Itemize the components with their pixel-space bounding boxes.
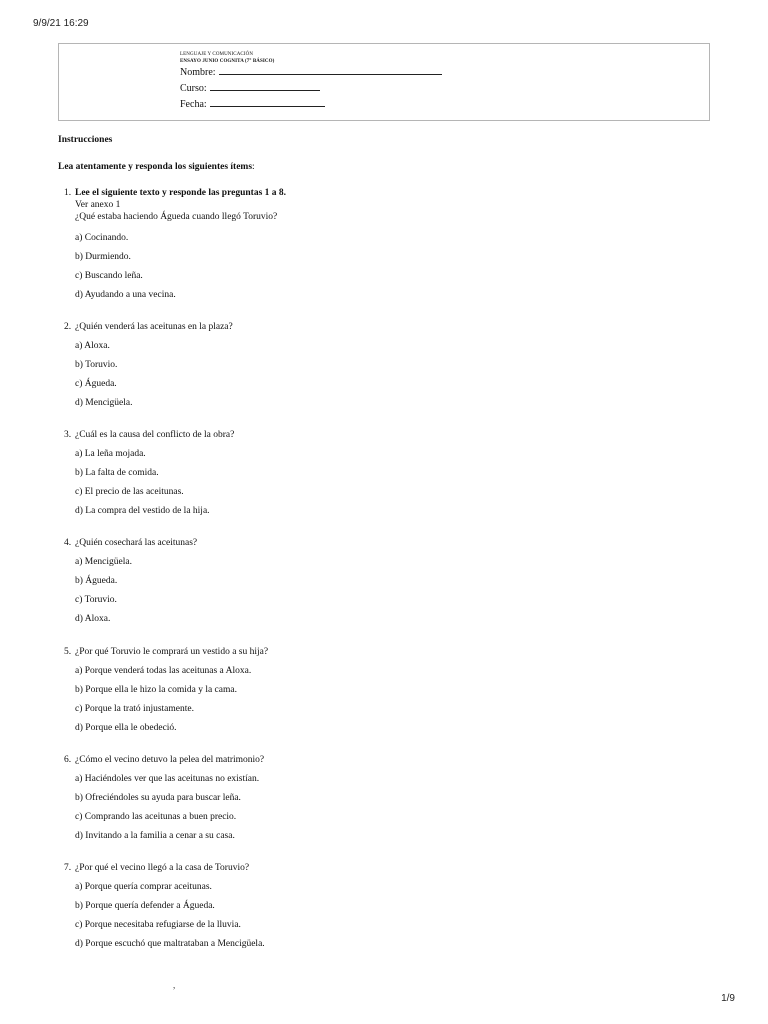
- name-field: [180, 65, 442, 81]
- stray-mark: ,: [173, 980, 176, 990]
- option-1a: a) Cocinando.: [75, 233, 129, 243]
- option-4a: a) Mencigüela.: [75, 557, 132, 567]
- question-7: [64, 862, 249, 874]
- option-7b: b) Porque quería defender a Águeda.: [75, 901, 215, 911]
- exam-header-box: [58, 43, 710, 121]
- subject-label: LENGUAJE Y COMUNICACIÓN: [180, 52, 254, 57]
- option-2d: d) Mencigüela.: [75, 398, 133, 408]
- date-field: [180, 97, 442, 113]
- question-4: [64, 537, 197, 549]
- question-text: ¿Cómo el vecino detuvo la pelea del matrimonio?: [75, 755, 265, 765]
- date-field-label: Fecha:: [180, 99, 207, 110]
- question-text: ¿Quién venderá las aceitunas en la plaza?: [75, 322, 233, 332]
- option-7c: c) Porque necesitaba refugiarse de la lluvia.: [75, 920, 241, 930]
- instructions-text-main: Lea atentamente y responda los siguientes ítems: [58, 162, 253, 172]
- option-5c: c) Porque la trató injustamente.: [75, 704, 194, 714]
- question-text: ¿Cuál es la causa del conflicto de la obra?: [75, 430, 235, 440]
- option-5d: d) Porque ella le obedeció.: [75, 723, 177, 733]
- option-4c: c) Toruvio.: [75, 595, 117, 605]
- question-stem: Lee el siguiente texto y responde las preguntas 1 a 8.: [75, 188, 287, 198]
- exam-title: ENSAYO JUNIO COGNITA (7° BÁSICO): [180, 59, 275, 64]
- annex-reference: Ver anexo 1: [75, 200, 121, 210]
- question-number: 6.: [64, 755, 72, 765]
- option-5b: b) Porque ella le hizo la comida y la cama.: [75, 685, 237, 695]
- option-3b: b) La falta de comida.: [75, 468, 159, 478]
- option-6b: b) Ofreciéndoles su ayuda para buscar leña.: [75, 793, 241, 803]
- name-field-line: [219, 66, 442, 75]
- question-1: [64, 187, 286, 223]
- question-number: 2.: [64, 322, 72, 332]
- page-number: 1/9: [721, 993, 735, 1004]
- course-field-label: Curso:: [180, 83, 207, 94]
- option-6c: c) Comprando las aceitunas a buen precio.: [75, 812, 237, 822]
- question-6: [64, 754, 264, 766]
- option-4b: b) Águeda.: [75, 576, 118, 586]
- question-5: [64, 646, 268, 658]
- option-3a: a) La leña mojada.: [75, 449, 146, 459]
- question-text: ¿Por qué Toruvio le comprará un vestido a su hija?: [75, 647, 269, 657]
- option-2c: c) Águeda.: [75, 379, 117, 389]
- option-5a: a) Porque venderá todas las aceitunas a Aloxa.: [75, 666, 252, 676]
- option-6a: a) Haciéndoles ver que las aceitunas no existían.: [75, 774, 260, 784]
- instructions-title: Instrucciones: [58, 135, 113, 145]
- option-4d: d) Aloxa.: [75, 614, 111, 624]
- option-3d: d) La compra del vestido de la hija.: [75, 506, 210, 516]
- question-number: 3.: [64, 430, 72, 440]
- course-field: [180, 81, 442, 97]
- option-1d: d) Ayudando a una vecina.: [75, 290, 176, 300]
- option-1c: c) Buscando leña.: [75, 271, 143, 281]
- print-timestamp: 9/9/21 16:29: [33, 18, 89, 29]
- question-text: ¿Por qué el vecino llegó a la casa de Toruvio?: [75, 863, 250, 873]
- exam-header: [180, 51, 442, 113]
- instructions-text: [58, 162, 255, 172]
- question-text: ¿Quién cosechará las aceitunas?: [75, 538, 198, 548]
- date-field-line: [210, 98, 325, 107]
- option-6d: d) Invitando a la familia a cenar a su casa.: [75, 831, 235, 841]
- question-2: [64, 321, 233, 333]
- name-field-label: Nombre:: [180, 67, 216, 78]
- question-number: 4.: [64, 538, 72, 548]
- course-field-line: [210, 82, 320, 91]
- option-2b: b) Toruvio.: [75, 360, 118, 370]
- instructions-colon: :: [252, 162, 255, 172]
- option-1b: b) Durmiendo.: [75, 252, 131, 262]
- option-7a: a) Porque quería comprar aceitunas.: [75, 882, 212, 892]
- option-7d: d) Porque escuchó que maltrataban a Mencigüela.: [75, 939, 265, 949]
- question-3: [64, 429, 234, 441]
- option-3c: c) El precio de las aceitunas.: [75, 487, 184, 497]
- question-number: 1.: [64, 188, 72, 198]
- option-2a: a) Aloxa.: [75, 341, 110, 351]
- question-number: 7.: [64, 863, 72, 873]
- question-text: ¿Qué estaba haciendo Águeda cuando llegó Toruvio?: [75, 212, 278, 222]
- question-number: 5.: [64, 647, 72, 657]
